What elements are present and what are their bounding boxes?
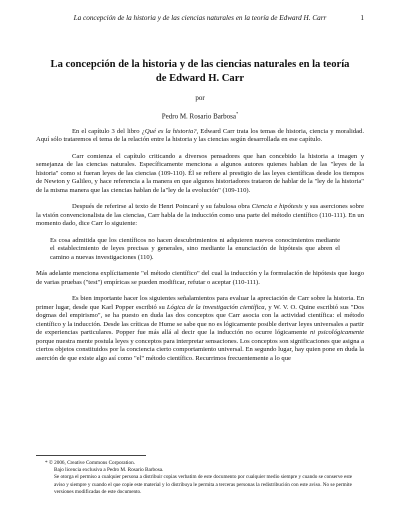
footnote-license: Bajo licencia exclusiva a Pedro M. Rosario Barbosa. [54, 467, 164, 474]
footnote-mark: * [45, 460, 48, 466]
paragraph-1 [36, 128, 364, 145]
title-line-1: La concepción de la historia y de las ciencias naturales en la teoría [50, 59, 350, 70]
footnote-permission: Se otorga el permiso a cualquier persona a distribuir copias verbatim de este documento por cualquier medio siempre y cuando se conserve este aviso y siempre y cuando el que copie este material y lo distribuya le permita a terceras personas la redistribución con este aviso. No se permite versiones modificadas de este documento. [54, 474, 353, 495]
paragraph-5-text-c: porque nuestra mente postula leyes y conceptos para interpretar sensaciones. Los conceptos son significaciones que asigna a ciertos objetos constituidos por la conciencia cierto comportamiento universal. En segundo lugar, hay quien pone en duda la aserción de que existe algo así como "el" método científico. Recurrimos frecuentemente a lo que [36, 337, 364, 362]
paragraph-1-text-a: En el capítulo 3 del libro [72, 127, 142, 135]
footnote-copyright: © 2006, Creative Commons Corporation. [48, 460, 135, 466]
paragraph-5-emphasis: ni psicológicamente [309, 329, 364, 337]
paragraph-3-text-a: Después de referirse al texto de Henri Poincaré y su fabulosa obra [72, 203, 252, 211]
paragraph-5-text-a: Es bien importante hacer los siguientes señalamientos para evaluar la apreciación de Carr sobre la historia. En primer lugar, desde que Karl Popper escribió su [36, 295, 364, 311]
author-name: Pedro M. Rosario Barbosa [161, 111, 237, 120]
paragraph-2: Carr comienza el capítulo criticando a diversos pensadores que han concebido la historia a imagen y semejanza de las ciencias naturales. Específicamente menciona a algunos autores quienes hablan de las "leyes de la historia" como si fueran leyes de las ciencias (109-110). Él se refiere al prestigio de las leyes científicas desde los tiempos de Newton y Galileo, y hace referencia a la manera en que algunos historiadores trataron de hablar de la "ley de la historia" de la misma manera que las ciencias hablan de la"ley de la evolución" (109-110). [36, 152, 364, 194]
paragraph-3 [36, 203, 364, 229]
book-title-que-es-la-historia: ¿Qué es la historia? [141, 127, 197, 135]
footnotes [36, 460, 364, 496]
author-footnote-mark: * [236, 110, 239, 116]
paragraph-5 [36, 295, 364, 363]
paragraph-4: Más adelante menciona explícitamente "el método científico" del cual la inducción y la formulación de hipótesis que luego de varias pruebas ("test") empíricas se pueden modificar, refutar o aceptar (110-111). [36, 270, 364, 286]
book-title-ciencia-e-hipotesis: Ciencia e hipótesis [251, 203, 303, 211]
footnote-divider [36, 455, 146, 456]
running-header [36, 14, 364, 28]
document-title [36, 58, 364, 87]
running-title: La concepción de la historia y de las ciencias naturales en la teoría de Edward H. Carr [73, 14, 327, 22]
paragraph-5-text-b: , y W. V. O. Quine escribió sus "Dos dogmas del empirismo", se ha puesto en duda las dos conceptos que Carr asocia con la actividad científica: el método científico y la inducción. Desde las críticas de Hume se sabe que no es lógicamente posible derivar leyes universales a partir de experiencias particulares. Popper fue más allá al decir que la inducción no ocurre lógicamente [36, 303, 364, 337]
paragraph-1-text-b: , Edward Carr trata los temas de historia, ciencia y moralidad. Aquí sólo trataremos el tema de la relación entre la historia y las ciencias según desarrollada en ese capítulo. [36, 127, 364, 144]
author-line [36, 111, 364, 120]
byline-por: por [195, 93, 205, 102]
block-quote: Es cosa admitida que los científicos no hacen descubrimientos ni adquieren nuevos conocimientos mediante el establecimiento de leyes precisas y generales, sino mediante la enunciación de hipótesis que abren el camino a nuevas investigaciones (110). [50, 236, 340, 261]
page-number: 1 [360, 14, 364, 22]
footnote-1 [36, 460, 364, 467]
title-line-2: de Edward H. Carr [155, 73, 245, 85]
book-title-logica: Lógica de la investigación científica [166, 303, 265, 311]
paragraph-3-text-b: y sus aserciones sobre la visión convencionalista de las ciencias, Carr habla de la inducción como una parte del método científico (110-111). En un momento dado, dice Carr lo siguiente: [36, 203, 364, 228]
